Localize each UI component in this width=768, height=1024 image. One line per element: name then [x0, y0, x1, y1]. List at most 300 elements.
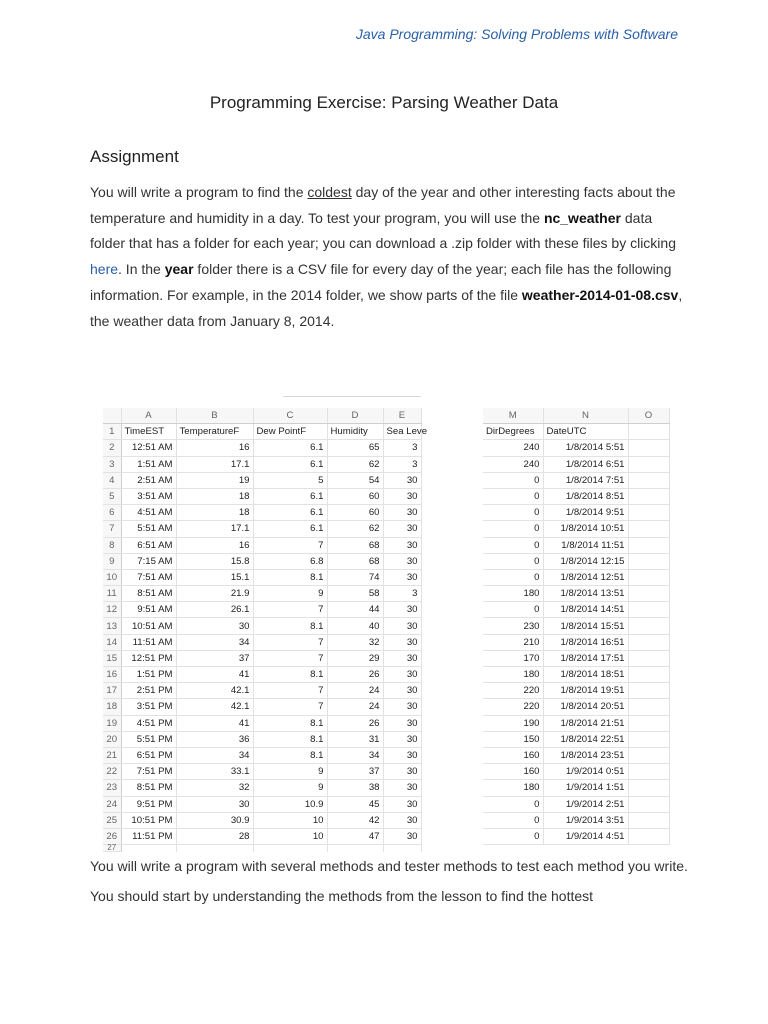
- table-row: [103, 828, 421, 844]
- column-header: Sea Leve: [383, 424, 421, 440]
- table-cell: 33.1: [176, 764, 253, 780]
- page-title: Programming Exercise: Parsing Weather Data: [209, 93, 559, 112]
- table-cell: 220: [483, 683, 543, 699]
- table-cell: [628, 586, 669, 602]
- table-cell: 2:51 AM: [121, 472, 176, 488]
- table-cell: 6:51 AM: [121, 537, 176, 553]
- table-cell: 30: [383, 764, 421, 780]
- table-row: [483, 586, 669, 602]
- table-cell: 16: [176, 537, 253, 553]
- table-row: [483, 683, 669, 699]
- download-link[interactable]: here: [90, 261, 119, 278]
- table-cell: 17.1: [176, 456, 253, 472]
- row-number: 3: [103, 456, 121, 472]
- text-run: folder there is a CSV file for every day of the year; each file has the following information. For example, in the 2014 folder, we show parts of the file: [90, 261, 672, 303]
- table-row: [483, 634, 669, 650]
- table-cell: 8.1: [253, 731, 327, 747]
- table-row: [103, 602, 421, 618]
- table-row: [483, 812, 669, 828]
- table-cell: 0: [483, 553, 543, 569]
- table-cell: 30: [383, 618, 421, 634]
- table-cell: 26: [327, 667, 383, 683]
- table-cell: 62: [327, 456, 383, 472]
- table-cell: [628, 521, 669, 537]
- table-row: [103, 569, 421, 585]
- column-header: DateUTC: [543, 424, 628, 440]
- table-cell: 230: [483, 618, 543, 634]
- table-cell: 0: [483, 602, 543, 618]
- row-number: 9: [103, 553, 121, 569]
- table-cell: 41: [176, 715, 253, 731]
- row-number: 8: [103, 537, 121, 553]
- table-cell: 0: [483, 505, 543, 521]
- table-cell: 7: [253, 602, 327, 618]
- table-cell: 34: [176, 747, 253, 763]
- row-number: 14: [103, 634, 121, 650]
- column-header: Humidity: [327, 424, 383, 440]
- table-cell: 68: [327, 553, 383, 569]
- table-cell: 170: [483, 650, 543, 666]
- table-row: [483, 553, 669, 569]
- table-cell: 1/8/2014 19:51: [543, 683, 628, 699]
- table-cell: [628, 731, 669, 747]
- table-cell: 3: [383, 456, 421, 472]
- table-row: [483, 602, 669, 618]
- table-cell: 12:51 PM: [121, 650, 176, 666]
- table-cell: 1/8/2014 6:51: [543, 456, 628, 472]
- table-row: [483, 472, 669, 488]
- table-cell: 11:51 PM: [121, 828, 176, 844]
- table-cell: 5:51 PM: [121, 731, 176, 747]
- table-cell: 30.9: [176, 812, 253, 828]
- table-cell: 9: [253, 764, 327, 780]
- table-row: [483, 828, 669, 844]
- column-letter: M: [483, 408, 543, 424]
- filename-bold: weather-2014-01-08.csv: [521, 286, 679, 303]
- table-cell: 5:51 AM: [121, 521, 176, 537]
- sheet-top-border: [283, 396, 421, 397]
- section-heading: Assignment: [90, 147, 179, 166]
- row-number: 1: [103, 424, 121, 440]
- table-cell: 3: [383, 440, 421, 456]
- table-cell: 0: [483, 472, 543, 488]
- table-cell: 58: [327, 586, 383, 602]
- table-row: [103, 667, 421, 683]
- table-cell: 32: [327, 634, 383, 650]
- table-cell: 8.1: [253, 569, 327, 585]
- row-number: 15: [103, 650, 121, 666]
- table-cell: 1/9/2014 3:51: [543, 812, 628, 828]
- table-cell: 9:51 PM: [121, 796, 176, 812]
- table-cell: 30: [383, 699, 421, 715]
- table-cell: [628, 569, 669, 585]
- table-cell: 30: [383, 602, 421, 618]
- table-cell: 7: [253, 537, 327, 553]
- row-number: 26: [103, 828, 121, 844]
- row-number: 6: [103, 505, 121, 521]
- table-cell: 60: [327, 505, 383, 521]
- table-row: [103, 488, 421, 504]
- table-cell: [628, 602, 669, 618]
- table-cell: 6.1: [253, 505, 327, 521]
- table-cell: 6.1: [253, 440, 327, 456]
- column-header: TemperatureF: [176, 424, 253, 440]
- table-cell: 1/8/2014 8:51: [543, 488, 628, 504]
- table-cell: 15.8: [176, 553, 253, 569]
- table-cell: 10:51 PM: [121, 812, 176, 828]
- table-cell: 1/8/2014 16:51: [543, 634, 628, 650]
- table-cell: 16: [176, 440, 253, 456]
- table-cell: 30: [383, 715, 421, 731]
- column-letter: C: [253, 408, 327, 424]
- table-cell: 54: [327, 472, 383, 488]
- table-cell: [628, 796, 669, 812]
- column-header: TimeEST: [121, 424, 176, 440]
- table-row: [483, 440, 669, 456]
- row-number: 20: [103, 731, 121, 747]
- table-cell: 18: [176, 505, 253, 521]
- table-cell: 1/8/2014 9:51: [543, 505, 628, 521]
- table-cell: [628, 505, 669, 521]
- table-row: [103, 553, 421, 569]
- table-cell: 7:51 AM: [121, 569, 176, 585]
- table-cell: 45: [327, 796, 383, 812]
- table-cell: 41: [176, 667, 253, 683]
- table-cell: [628, 683, 669, 699]
- table-cell: 30: [383, 812, 421, 828]
- table-cell: 34: [176, 634, 253, 650]
- row-number: 13: [103, 618, 121, 634]
- table-cell: 7:15 AM: [121, 553, 176, 569]
- table-row: [103, 715, 421, 731]
- table-row: [103, 537, 421, 553]
- table-row: [103, 440, 421, 456]
- table-cell: 30: [176, 618, 253, 634]
- nc-weather-bold: nc_weather: [543, 209, 621, 226]
- column-header: [628, 424, 669, 440]
- table-cell: [628, 747, 669, 763]
- table-cell: 0: [483, 537, 543, 553]
- table-cell: 30: [383, 472, 421, 488]
- table-cell: [628, 456, 669, 472]
- table-cell: 6.1: [253, 456, 327, 472]
- table-row: [103, 731, 421, 747]
- row-number: 12: [103, 602, 121, 618]
- table-cell: 30: [383, 796, 421, 812]
- row-number: 11: [103, 586, 121, 602]
- table-cell: 30: [383, 553, 421, 569]
- table-row: [483, 537, 669, 553]
- table-cell: [628, 634, 669, 650]
- table-cell: 190: [483, 715, 543, 731]
- table-row: [103, 634, 421, 650]
- table-cell: 6.1: [253, 521, 327, 537]
- column-letter: [103, 408, 121, 424]
- table-row: [103, 780, 421, 796]
- column-letter: O: [628, 408, 669, 424]
- table-cell: 11:51 AM: [121, 634, 176, 650]
- table-cell: [628, 699, 669, 715]
- table-row: [103, 521, 421, 537]
- table-row: [483, 764, 669, 780]
- table-row: [103, 683, 421, 699]
- table-row: [483, 569, 669, 585]
- table-cell: 30: [383, 488, 421, 504]
- column-letter: A: [121, 408, 176, 424]
- table-cell: 6:51 PM: [121, 747, 176, 763]
- table-cell: 30: [383, 731, 421, 747]
- table-cell: 1/8/2014 13:51: [543, 586, 628, 602]
- table-cell: 26.1: [176, 602, 253, 618]
- table-cell: 1/9/2014 1:51: [543, 780, 628, 796]
- table-cell: 7: [253, 699, 327, 715]
- table-cell: 1/8/2014 21:51: [543, 715, 628, 731]
- table-row: [103, 650, 421, 666]
- spreadsheet-left: [103, 408, 428, 853]
- coldest-underline: coldest: [307, 184, 352, 200]
- row-number: 21: [103, 747, 121, 763]
- table-cell: 160: [483, 747, 543, 763]
- table-cell: 38: [327, 780, 383, 796]
- table-cell: 1/8/2014 23:51: [543, 747, 628, 763]
- table-cell: 30: [383, 828, 421, 844]
- intro-paragraph: [90, 180, 690, 334]
- table-row: [103, 796, 421, 812]
- row-number: 18: [103, 699, 121, 715]
- table-cell: 30: [383, 537, 421, 553]
- table-cell: [628, 618, 669, 634]
- row-number: 17: [103, 683, 121, 699]
- table-cell: 150: [483, 731, 543, 747]
- table-cell: 62: [327, 521, 383, 537]
- methods-paragraph: You will write a program with several methods and tester methods to test each method you write. You should start by understanding the methods from the lesson to find the hottest: [90, 858, 688, 904]
- row-number: 4: [103, 472, 121, 488]
- table-row: [483, 731, 669, 747]
- table-cell: 8.1: [253, 747, 327, 763]
- table-row: [103, 747, 421, 763]
- row-number: 7: [103, 521, 121, 537]
- row-number: 5: [103, 488, 121, 504]
- table-cell: 65: [327, 440, 383, 456]
- table-cell: 0: [483, 521, 543, 537]
- table-cell: 37: [327, 764, 383, 780]
- table-cell: 15.1: [176, 569, 253, 585]
- table-cell: 42.1: [176, 699, 253, 715]
- table-cell: 74: [327, 569, 383, 585]
- table-cell: 2:51 PM: [121, 683, 176, 699]
- table-row: [103, 699, 421, 715]
- table-cell: 180: [483, 780, 543, 796]
- table-cell: 3:51 PM: [121, 699, 176, 715]
- table-cell: 26: [327, 715, 383, 731]
- column-letter: N: [543, 408, 628, 424]
- table-cell: 240: [483, 456, 543, 472]
- table-row: [483, 521, 669, 537]
- text-run: . In the: [118, 261, 165, 278]
- table-row: [483, 618, 669, 634]
- table-cell: 3: [383, 586, 421, 602]
- table-row: [483, 780, 669, 796]
- table-cell: 1/8/2014 7:51: [543, 472, 628, 488]
- table-row: [483, 796, 669, 812]
- table-cell: 30: [383, 634, 421, 650]
- table-cell: 1:51 PM: [121, 667, 176, 683]
- table-cell: 37: [176, 650, 253, 666]
- row-number: 16: [103, 667, 121, 683]
- table-row: [103, 586, 421, 602]
- row-number: 10: [103, 569, 121, 585]
- table-cell: [628, 553, 669, 569]
- table-cell: 1/9/2014 2:51: [543, 796, 628, 812]
- table-cell: 0: [483, 796, 543, 812]
- table-row: [103, 812, 421, 828]
- table-cell: 40: [327, 618, 383, 634]
- table-cell: 8.1: [253, 715, 327, 731]
- table-cell: 32: [176, 780, 253, 796]
- row-number: 19: [103, 715, 121, 731]
- text-run: , the weather data from January 8, 2014.: [90, 286, 683, 329]
- table-row: [483, 505, 669, 521]
- table-cell: 28: [176, 828, 253, 844]
- table-cell: 29: [327, 650, 383, 666]
- table-cell: 1/8/2014 22:51: [543, 731, 628, 747]
- table-cell: 1/8/2014 10:51: [543, 521, 628, 537]
- table-cell: 10.9: [253, 796, 327, 812]
- table-cell: 44: [327, 602, 383, 618]
- table-cell: [628, 440, 669, 456]
- table-cell: 30: [176, 796, 253, 812]
- table-cell: 1/8/2014 11:51: [543, 537, 628, 553]
- table-cell: 8:51 PM: [121, 780, 176, 796]
- table-cell: 34: [327, 747, 383, 763]
- table-cell: 0: [483, 569, 543, 585]
- spreadsheet-right: [483, 408, 670, 845]
- table-cell: 0: [483, 812, 543, 828]
- table-cell: 1/8/2014 17:51: [543, 650, 628, 666]
- table-cell: 30: [383, 505, 421, 521]
- table-cell: 21.9: [176, 586, 253, 602]
- column-letter: B: [176, 408, 253, 424]
- table-cell: 30: [383, 780, 421, 796]
- table-cell: 1:51 AM: [121, 456, 176, 472]
- table-cell: [628, 537, 669, 553]
- table-cell: 8.1: [253, 618, 327, 634]
- table-row: [483, 667, 669, 683]
- table-row: [483, 715, 669, 731]
- column-header: Dew PointF: [253, 424, 327, 440]
- table-row: [483, 699, 669, 715]
- table-row: [483, 650, 669, 666]
- header-row: [483, 424, 669, 440]
- table-cell: 10: [253, 828, 327, 844]
- row-number: 23: [103, 780, 121, 796]
- table-row: [103, 618, 421, 634]
- table-cell: 9: [253, 586, 327, 602]
- table-cell: 60: [327, 488, 383, 504]
- table-cell: [628, 812, 669, 828]
- table-cell: [628, 472, 669, 488]
- table-cell: 30: [383, 683, 421, 699]
- table-cell: [628, 780, 669, 796]
- table-cell: 31: [327, 731, 383, 747]
- table-cell: 1/9/2014 4:51: [543, 828, 628, 844]
- text-run: day of the year and other interesting facts about the temperature and humidity in a day. To test your program, you will use the: [90, 184, 676, 226]
- course-header: Java Programming: Solving Problems with Software: [355, 26, 678, 42]
- row-number: 24: [103, 796, 121, 812]
- table-cell: 10: [253, 812, 327, 828]
- table-cell: 7:51 PM: [121, 764, 176, 780]
- table-cell: 4:51 AM: [121, 505, 176, 521]
- table-cell: 9:51 AM: [121, 602, 176, 618]
- table-cell: 180: [483, 586, 543, 602]
- table-cell: 1/8/2014 20:51: [543, 699, 628, 715]
- table-row: [103, 456, 421, 472]
- table-cell: [628, 667, 669, 683]
- table-cell: 4:51 PM: [121, 715, 176, 731]
- table-cell: 30: [383, 667, 421, 683]
- text-run: data folder that has a folder for each year; you can download a .zip folder with these files by clicking: [90, 209, 676, 252]
- table-cell: 0: [483, 828, 543, 844]
- table-row: [103, 472, 421, 488]
- table-cell: 3:51 AM: [121, 488, 176, 504]
- table-cell: [628, 715, 669, 731]
- column-letter: D: [327, 408, 383, 424]
- table-row: [483, 747, 669, 763]
- table-cell: 1/8/2014 14:51: [543, 602, 628, 618]
- table-cell: 30: [383, 747, 421, 763]
- table-cell: [628, 488, 669, 504]
- table-cell: 6.8: [253, 553, 327, 569]
- table-cell: 1/8/2014 5:51: [543, 440, 628, 456]
- table-cell: 19: [176, 472, 253, 488]
- table-cell: 8:51 AM: [121, 586, 176, 602]
- table-cell: 30: [383, 521, 421, 537]
- table-cell: 1/9/2014 0:51: [543, 764, 628, 780]
- table-cell: 8.1: [253, 667, 327, 683]
- table-cell: 7: [253, 683, 327, 699]
- table-cell: 180: [483, 667, 543, 683]
- table-cell: 220: [483, 699, 543, 715]
- year-bold: year: [164, 261, 194, 278]
- table-cell: 17.1: [176, 521, 253, 537]
- table-cell: 7: [253, 650, 327, 666]
- row-number: 27: [103, 845, 121, 852]
- column-header: DirDegrees: [483, 424, 543, 440]
- table-cell: 18: [176, 488, 253, 504]
- table-cell: 210: [483, 634, 543, 650]
- table-cell: 10:51 AM: [121, 618, 176, 634]
- table-cell: 1/8/2014 12:51: [543, 569, 628, 585]
- table-cell: 36: [176, 731, 253, 747]
- table-cell: 24: [327, 699, 383, 715]
- table-cell: 5: [253, 472, 327, 488]
- header-row: [103, 424, 421, 440]
- table-cell: 42.1: [176, 683, 253, 699]
- table-cell: 160: [483, 764, 543, 780]
- table-cell: 1/8/2014 18:51: [543, 667, 628, 683]
- table-cell: 6.1: [253, 488, 327, 504]
- column-letter: E: [383, 408, 421, 424]
- table-row: [103, 764, 421, 780]
- table-cell: 7: [253, 634, 327, 650]
- table-cell: 1/8/2014 15:51: [543, 618, 628, 634]
- table-cell: 30: [383, 650, 421, 666]
- table-row: [483, 488, 669, 504]
- text-run: You will write a program to find the: [90, 184, 308, 200]
- table-cell: 240: [483, 440, 543, 456]
- table-row: [103, 505, 421, 521]
- table-row: [483, 456, 669, 472]
